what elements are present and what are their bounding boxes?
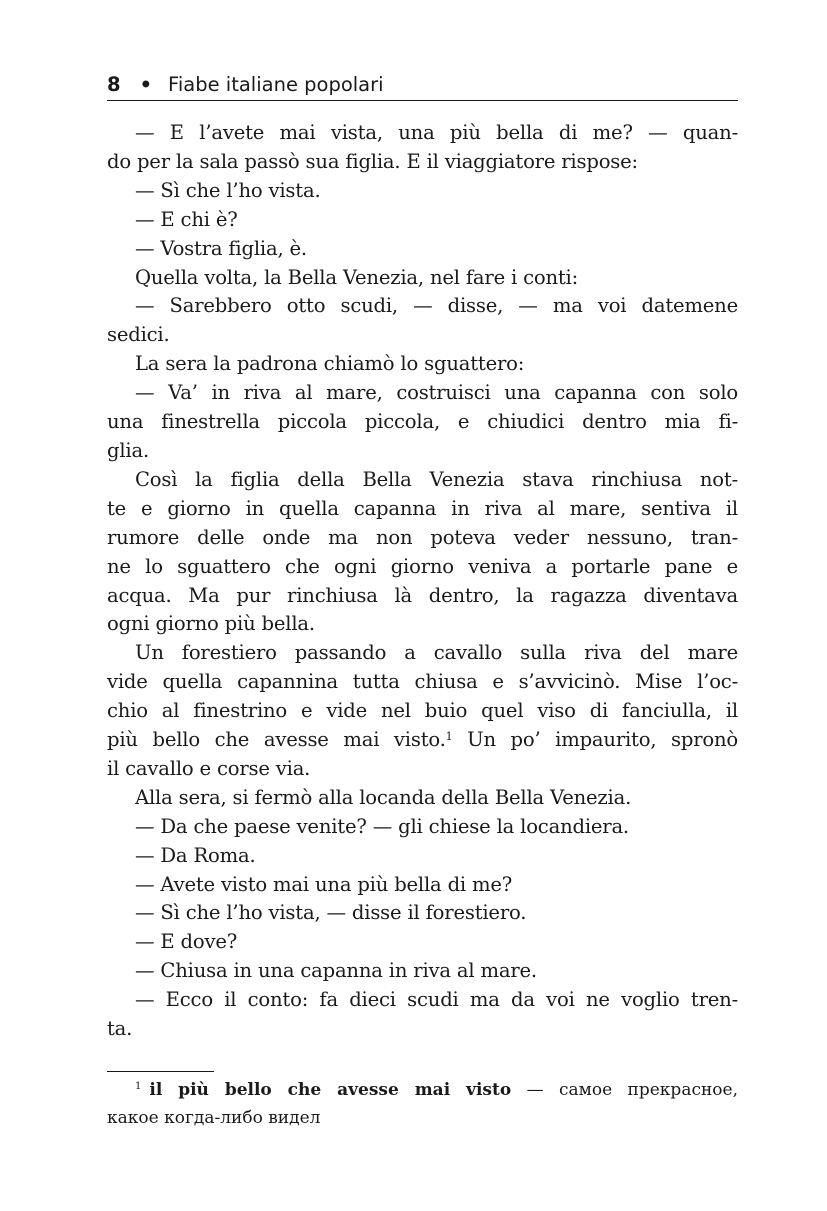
footnote-reference[interactable]: 1 <box>445 730 453 744</box>
text-line-content: — Ecco il conto: fa dieci scudi ma da voi ne voglio tren- <box>135 988 738 1012</box>
text-line <box>107 148 738 177</box>
text-line <box>107 871 738 900</box>
text-line <box>107 639 738 668</box>
text-line-content: acqua. Ma pur rinchiusa là dentro, la ragazza diventava <box>107 583 738 607</box>
text-line <box>107 206 738 235</box>
text-line-content: rumore delle onde ma non poteva veder nessuno, tran- <box>107 525 738 549</box>
text-line <box>107 582 738 611</box>
text-line-content: il cavallo e corse via. <box>107 756 311 780</box>
text-line <box>107 726 738 755</box>
text-line <box>107 553 738 582</box>
text-line-content: ogni giorno più bella. <box>107 612 315 636</box>
text-line <box>107 235 738 264</box>
text-line <box>107 842 738 871</box>
footnote-term: il più bello che avesse mai visto <box>149 1080 512 1100</box>
text-line <box>107 957 738 986</box>
body-text <box>107 119 738 1044</box>
text-line-continuation: Un po’ impaurito, spronò <box>452 728 738 752</box>
text-line-content: una finestrella piccola piccola, e chiudici dentro mia fi- <box>107 410 738 434</box>
text-line <box>107 321 738 350</box>
text-line-content: — Chiusa in una capanna in riva al mare. <box>135 959 537 983</box>
text-line <box>107 610 738 639</box>
footnote-line-1 <box>107 1076 738 1104</box>
text-line-content: — E chi è? <box>135 207 238 231</box>
text-line-content: Così la figlia della Bella Venezia stava rinchiusa not- <box>135 467 738 491</box>
text-line <box>107 466 738 495</box>
text-line-content: più bello che avesse mai visto. <box>107 728 446 752</box>
text-line <box>107 668 738 697</box>
text-line-content: La sera la padrona chiamò lo sguattero: <box>135 352 525 376</box>
text-line-content: — Sarebbero otto scudi, — disse, — ma voi datemene <box>135 294 738 318</box>
text-line-content: te e giorno in quella capanna in riva al mare, sentiva il <box>107 496 738 520</box>
text-line-content: do per la sala passò sua figlia. E il viaggiatore rispose: <box>107 149 638 173</box>
text-line <box>107 264 738 293</box>
text-line-content: ne lo sguattero che ogni giorno veniva a portarle pane e <box>107 554 738 578</box>
text-line-content: vide quella capannina tutta chiusa e s’avvicinò. Mise l’oc- <box>107 670 738 694</box>
text-line-content: — Da che paese venite? — gli chiese la locandiera. <box>135 814 629 838</box>
footnote-translation-1: самое прекрасное, <box>558 1080 739 1100</box>
text-line <box>107 292 738 321</box>
text-line <box>107 784 738 813</box>
footnote-dash: — <box>511 1080 559 1100</box>
text-line <box>107 697 738 726</box>
text-line-content: — Sì che l’ho vista. <box>135 178 321 202</box>
footnote-number: 1 <box>135 1081 142 1092</box>
text-line <box>107 986 738 1015</box>
book-title: Fiabe italiane popolari <box>168 73 384 96</box>
text-line-content: — E dove? <box>135 930 238 954</box>
text-line <box>107 524 738 553</box>
text-line-content: — Vostra figlia, è. <box>135 236 307 260</box>
text-line <box>107 408 738 437</box>
text-line <box>107 177 738 206</box>
text-line-content: chio al finestrino e vide nel buio quel viso di fanciulla, il <box>107 699 738 723</box>
text-line <box>107 899 738 928</box>
text-line-content: — Va’ in riva al mare, costruisci una capanna con solo <box>135 381 738 405</box>
text-line <box>107 1015 738 1044</box>
text-line-content: ta. <box>107 1017 133 1041</box>
text-line <box>107 119 738 148</box>
book-page <box>107 70 738 1044</box>
footnote <box>107 1076 738 1132</box>
text-line-content: — Da Roma. <box>135 843 256 867</box>
text-line-content: sedici. <box>107 323 170 347</box>
footnote-translation-2: какое когда-либо видел <box>107 1108 321 1128</box>
text-line-content: glia. <box>107 438 149 462</box>
footnote-divider <box>107 1071 214 1072</box>
text-line <box>107 379 738 408</box>
text-line-content: Alla sera, si fermò alla locanda della Bella Venezia. <box>135 785 632 809</box>
text-line-content: Un forestiero passando a cavallo sulla riva del mare <box>135 641 738 665</box>
text-line-content: — Sì che l’ho vista, — disse il forestiero. <box>135 901 527 925</box>
text-line <box>107 437 738 466</box>
running-header <box>107 70 738 101</box>
page-number: 8 <box>107 73 121 96</box>
text-line <box>107 928 738 957</box>
header-separator: • <box>139 73 153 96</box>
text-line <box>107 755 738 784</box>
text-line-content: Quella volta, la Bella Venezia, nel fare i conti: <box>135 265 579 289</box>
text-line <box>107 350 738 379</box>
text-line <box>107 495 738 524</box>
text-line-content: — E l’avete mai vista, una più bella di me? — quan- <box>135 121 738 144</box>
text-line <box>107 813 738 842</box>
text-line-content: — Avete visto mai una più bella di me? <box>135 872 513 896</box>
